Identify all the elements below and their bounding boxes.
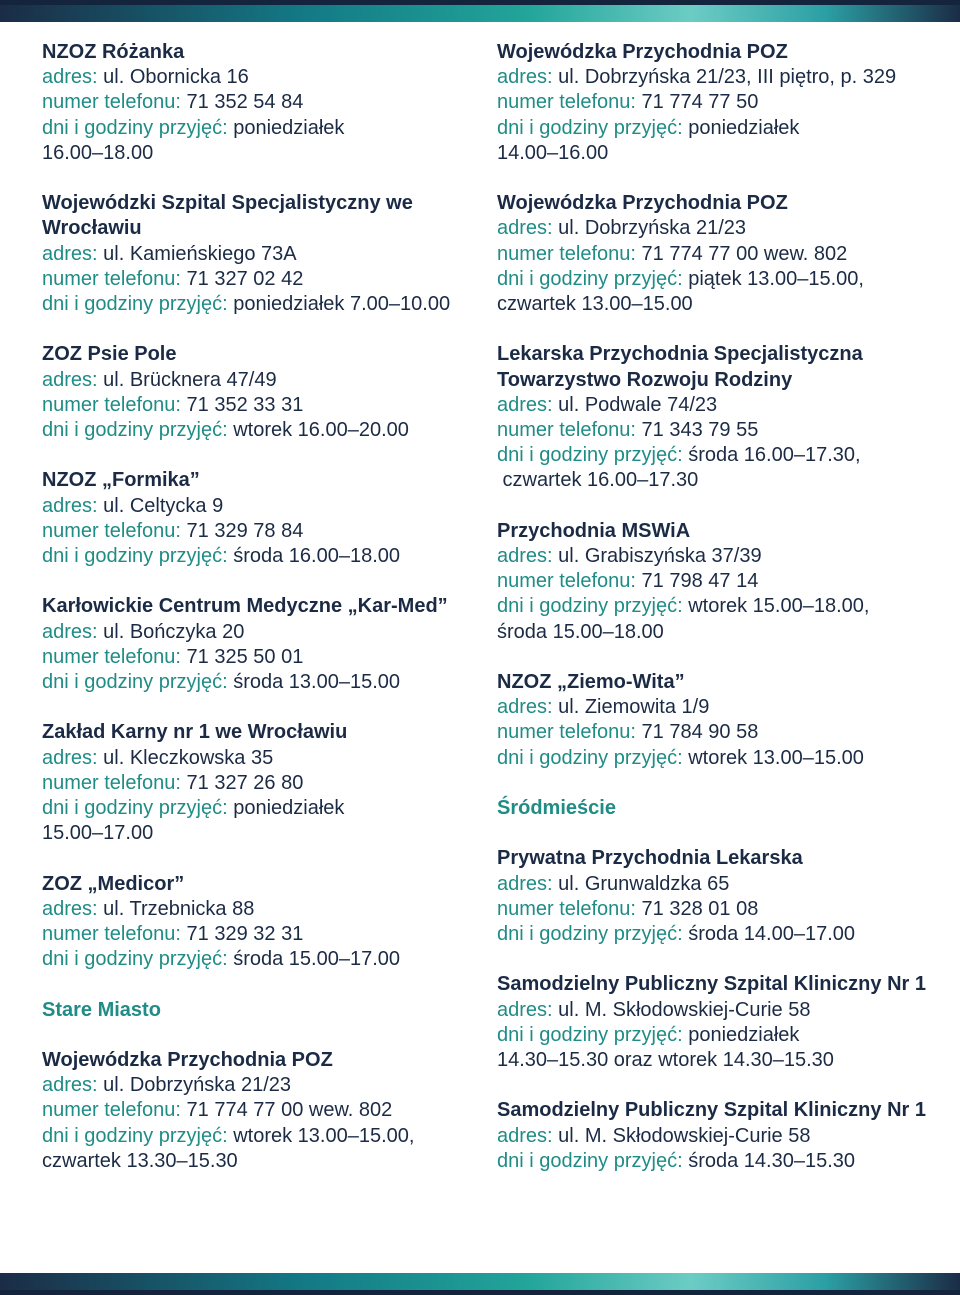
phone-line <box>497 418 937 443</box>
phone-line <box>497 90 937 115</box>
address-line <box>42 897 462 922</box>
clinic-name-continuation: Wrocławiu <box>42 217 142 240</box>
address-label: adres: <box>497 393 553 416</box>
hours-label: dni i godziny przyjęć: <box>497 923 683 946</box>
hours-label: dni i godziny przyjęć: <box>497 116 683 139</box>
hours-line <box>42 796 462 821</box>
hours-continuation: 14.30–15.30 oraz wtorek 14.30–15.30 <box>497 1049 834 1072</box>
hours-line <box>42 947 462 972</box>
address-value: ul. Brücknera 47/49 <box>103 368 277 391</box>
hours-line <box>42 670 462 695</box>
hours-label: dni i godziny przyjęć: <box>42 545 228 568</box>
address-label: adres: <box>42 368 98 391</box>
clinic-name: Samodzielny Publiczny Szpital Kliniczny Nr 1 <box>497 1099 926 1122</box>
hours-label: dni i godziny przyjęć: <box>42 419 228 442</box>
address-line <box>497 998 937 1023</box>
address-value: ul. Grabiszyńska 37/39 <box>558 545 762 568</box>
phone-line <box>42 922 462 947</box>
phone-value: 71 329 32 31 <box>186 923 304 946</box>
hours-value: poniedziałek <box>688 1023 800 1046</box>
phone-label: numer telefonu: <box>42 771 181 794</box>
left-column <box>42 40 462 1199</box>
top-decorative-band <box>0 0 960 22</box>
hours-label: dni i godziny przyjęć: <box>42 797 228 820</box>
address-line <box>42 620 462 645</box>
phone-value: 71 327 26 80 <box>186 771 304 794</box>
address-value: ul. Dobrzyńska 21/23, III piętro, p. 329 <box>558 66 897 89</box>
hours-line <box>497 443 937 468</box>
phone-line <box>497 569 937 594</box>
hours-value: środa 16.00–18.00 <box>233 545 401 568</box>
clinic-name: Karłowickie Centrum Medyczne „Kar-Med” <box>42 595 448 618</box>
district-heading: Stare Miasto <box>42 998 161 1021</box>
clinic-name: ZOZ Psie Pole <box>42 343 177 366</box>
address-line <box>497 872 937 897</box>
clinic-name: Prywatna Przychodnia Lekarska <box>497 847 803 870</box>
address-label: adres: <box>497 696 553 719</box>
address-label: adres: <box>497 545 553 568</box>
address-label: adres: <box>42 242 98 265</box>
clinic-entry <box>42 1048 462 1174</box>
clinic-entry <box>497 519 937 645</box>
clinic-entry <box>497 846 937 947</box>
clinic-name: Zakład Karny nr 1 we Wrocławiu <box>42 721 348 744</box>
hours-value: wtorek 16.00–20.00 <box>233 419 409 442</box>
clinic-name: Przychodnia MSWiA <box>497 519 691 542</box>
phone-value: 71 328 01 08 <box>641 897 759 920</box>
hours-value: wtorek 15.00–18.00, <box>688 595 870 618</box>
hours-line <box>42 292 462 317</box>
hours-line <box>42 1124 462 1149</box>
address-label: adres: <box>497 998 553 1021</box>
hours-line <box>497 922 937 947</box>
hours-label: dni i godziny przyjęć: <box>497 444 683 467</box>
hours-line <box>42 544 462 569</box>
clinic-name: ZOZ „Medicor” <box>42 872 185 895</box>
address-value: ul. M. Skłodowskiej-Curie 58 <box>558 1124 811 1147</box>
hours-label: dni i godziny przyjęć: <box>42 293 228 316</box>
clinic-name: NZOZ „Ziemo-Wita” <box>497 671 685 694</box>
phone-label: numer telefonu: <box>497 897 636 920</box>
address-value: ul. Obornicka 16 <box>103 66 249 89</box>
address-line <box>497 695 937 720</box>
hours-line <box>497 594 937 619</box>
address-label: adres: <box>42 494 98 517</box>
address-line <box>42 65 462 90</box>
hours-continuation: czwartek 13.00–15.00 <box>497 293 693 316</box>
phone-line <box>42 90 462 115</box>
phone-label: numer telefonu: <box>42 91 181 114</box>
clinic-name: Wojewódzka Przychodnia POZ <box>497 41 788 63</box>
hours-continuation: środa 15.00–18.00 <box>497 620 664 643</box>
phone-value: 71 774 77 00 wew. 802 <box>641 242 848 265</box>
hours-label: dni i godziny przyjęć: <box>42 671 228 694</box>
clinic-name: Wojewódzki Szpital Specjalistyczny we <box>42 192 413 215</box>
hours-value: poniedziałek <box>233 797 345 820</box>
right-column <box>497 40 937 1199</box>
phone-label: numer telefonu: <box>42 923 181 946</box>
phone-label: numer telefonu: <box>42 267 181 290</box>
hours-label: dni i godziny przyjęć: <box>42 116 228 139</box>
hours-line <box>497 116 937 141</box>
phone-line <box>497 720 937 745</box>
address-line <box>42 242 462 267</box>
hours-line <box>497 1023 937 1048</box>
address-label: adres: <box>497 1124 553 1147</box>
hours-value: wtorek 13.00–15.00, <box>233 1124 415 1147</box>
clinic-entry <box>42 191 462 317</box>
clinic-entry <box>42 40 462 166</box>
hours-value: poniedziałek 7.00–10.00 <box>233 293 451 316</box>
clinic-name: NZOZ Różanka <box>42 41 185 63</box>
phone-line <box>497 897 937 922</box>
phone-label: numer telefonu: <box>497 242 636 265</box>
hours-value: wtorek 13.00–15.00 <box>688 746 864 769</box>
phone-value: 71 352 54 84 <box>186 91 304 114</box>
address-line <box>497 544 937 569</box>
hours-value: poniedziałek <box>233 116 345 139</box>
phone-label: numer telefonu: <box>497 721 636 744</box>
phone-line <box>42 771 462 796</box>
hours-continuation: czwartek 13.30–15.30 <box>42 1149 238 1172</box>
phone-value: 71 798 47 14 <box>641 570 759 593</box>
hours-label: dni i godziny przyjęć: <box>497 746 683 769</box>
district-heading: Śródmieście <box>497 797 616 820</box>
hours-line <box>497 746 937 771</box>
address-label: adres: <box>42 66 98 89</box>
hours-value: środa 14.30–15.30 <box>688 1149 856 1172</box>
phone-label: numer telefonu: <box>497 419 636 442</box>
hours-label: dni i godziny przyjęć: <box>497 1149 683 1172</box>
address-line <box>497 393 937 418</box>
hours-label: dni i godziny przyjęć: <box>497 1023 683 1046</box>
hours-label: dni i godziny przyjęć: <box>497 267 683 290</box>
address-value: ul. Trzebnicka 88 <box>103 897 255 920</box>
clinic-name: Samodzielny Publiczny Szpital Kliniczny Nr 1 <box>497 973 926 996</box>
phone-line <box>42 519 462 544</box>
address-value: ul. Podwale 74/23 <box>558 393 718 416</box>
phone-line <box>42 1098 462 1123</box>
phone-line <box>42 645 462 670</box>
hours-continuation: czwartek 16.00–17.30 <box>497 469 699 492</box>
hours-label: dni i godziny przyjęć: <box>497 595 683 618</box>
address-value: ul. Celtycka 9 <box>103 494 224 517</box>
clinic-entry <box>497 670 937 771</box>
address-line <box>497 65 937 90</box>
address-label: adres: <box>42 1074 98 1097</box>
address-value: ul. Bończyka 20 <box>103 620 245 643</box>
clinic-entry <box>42 872 462 973</box>
phone-label: numer telefonu: <box>497 91 636 114</box>
clinic-name: Wojewódzka Przychodnia POZ <box>42 1049 333 1071</box>
address-value: ul. Kamieńskiego 73A <box>103 242 297 265</box>
hours-value: środa 15.00–17.00 <box>233 948 401 971</box>
hours-line <box>497 1149 937 1174</box>
phone-label: numer telefonu: <box>497 570 636 593</box>
clinic-entry <box>497 40 937 166</box>
phone-label: numer telefonu: <box>42 393 181 416</box>
phone-value: 71 784 90 58 <box>641 721 759 744</box>
clinic-entry <box>42 342 462 443</box>
address-line <box>42 746 462 771</box>
phone-line <box>497 242 937 267</box>
hours-value: poniedziałek <box>688 116 800 139</box>
clinic-name: Lekarska Przychodnia Specjalistyczna <box>497 343 863 366</box>
phone-value: 71 327 02 42 <box>186 267 304 290</box>
address-label: adres: <box>497 872 553 895</box>
phone-value: 71 352 33 31 <box>186 393 304 416</box>
address-label: adres: <box>42 620 98 643</box>
hours-line <box>497 267 937 292</box>
bottom-decorative-band <box>0 1273 960 1295</box>
phone-value: 71 325 50 01 <box>186 645 304 668</box>
clinic-entry <box>42 468 462 569</box>
address-line <box>497 1124 937 1149</box>
address-line <box>42 1073 462 1098</box>
address-value: ul. Dobrzyńska 21/23 <box>558 217 747 240</box>
address-label: adres: <box>42 897 98 920</box>
address-label: adres: <box>497 66 553 89</box>
clinic-name-continuation: Towarzystwo Rozwoju Rodziny <box>497 368 793 391</box>
clinic-entry <box>497 191 937 317</box>
hours-value: środa 13.00–15.00 <box>233 671 401 694</box>
clinic-entry <box>497 1098 937 1174</box>
phone-value: 71 774 77 00 wew. 802 <box>186 1099 393 1122</box>
hours-continuation: 16.00–18.00 <box>42 141 154 164</box>
address-line <box>42 494 462 519</box>
phone-label: numer telefonu: <box>42 645 181 668</box>
address-line <box>497 216 937 241</box>
hours-label: dni i godziny przyjęć: <box>42 948 228 971</box>
clinic-entry <box>497 972 937 1073</box>
phone-value: 71 774 77 50 <box>641 91 759 114</box>
hours-value: środa 16.00–17.30, <box>688 444 861 467</box>
clinic-entry <box>497 342 937 493</box>
phone-label: numer telefonu: <box>42 1099 181 1122</box>
phone-label: numer telefonu: <box>42 519 181 542</box>
phone-line <box>42 267 462 292</box>
hours-value: piątek 13.00–15.00, <box>688 267 864 290</box>
hours-label: dni i godziny przyjęć: <box>42 1124 228 1147</box>
address-value: ul. Grunwaldzka 65 <box>558 872 730 895</box>
address-value: ul. Ziemowita 1/9 <box>558 696 710 719</box>
clinic-name: Wojewódzka Przychodnia POZ <box>497 192 788 215</box>
clinic-name: NZOZ „Formika” <box>42 469 200 492</box>
hours-continuation: 15.00–17.00 <box>42 822 154 845</box>
clinic-entry <box>42 594 462 695</box>
hours-value: środa 14.00–17.00 <box>688 923 856 946</box>
address-value: ul. Kleczkowska 35 <box>103 746 274 769</box>
address-line <box>42 368 462 393</box>
address-label: adres: <box>42 746 98 769</box>
clinic-entry <box>42 720 462 846</box>
hours-continuation: 14.00–16.00 <box>497 141 609 164</box>
phone-value: 71 329 78 84 <box>186 519 304 542</box>
address-value: ul. Dobrzyńska 21/23 <box>103 1074 292 1097</box>
phone-value: 71 343 79 55 <box>641 419 759 442</box>
phone-line <box>42 393 462 418</box>
address-value: ul. M. Skłodowskiej-Curie 58 <box>558 998 811 1021</box>
hours-line <box>42 116 462 141</box>
hours-line <box>42 418 462 443</box>
address-label: adres: <box>497 217 553 240</box>
